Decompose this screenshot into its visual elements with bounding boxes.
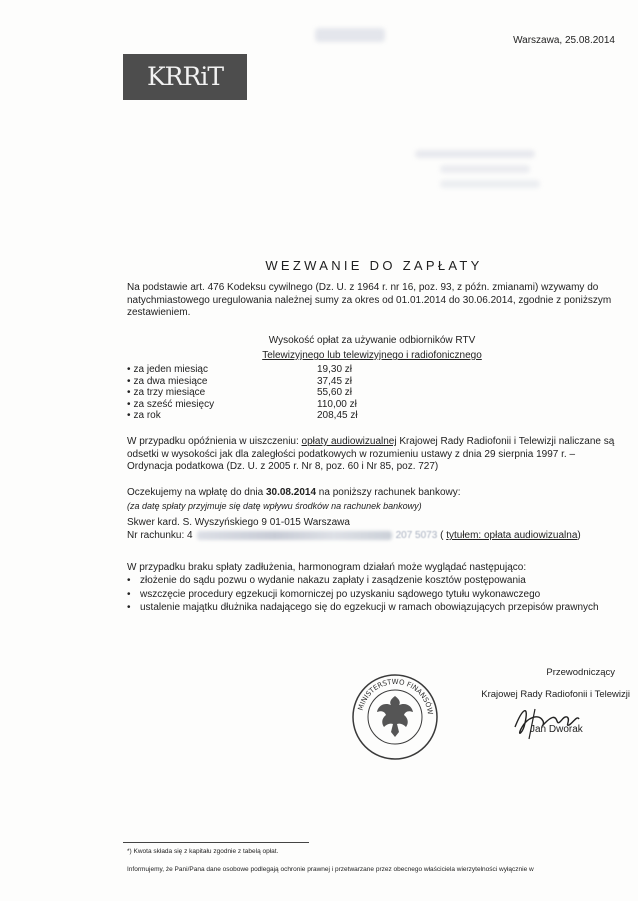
schedule-item: • wszczęcie procedury egzekucji komorniczej po uzyskaniu sądowego tytułu wykonawczego (127, 588, 541, 600)
privacy-notice: Informujemy, że Pani/Pana dane osobowe podlegają ochronie prawnej i przetwarzane przez obecnego właściciela wierzytelności wyłącznie w (127, 866, 534, 873)
interest-paragraph: W przypadku opóźnienia w uiszczeniu: opłaty audiowizualnej Krajowej Rady Radiofonii i Telewizji naliczane są odsetki w wysokości jak dla zaległości podatkowych w rozumieniu ustawy z dnia 29 sierpnia 1997 r. – Ordynacja podatkowa (Dz. U. z 2005 r. Nr 8, poz. 60 i Nr 85, poz. 727) (127, 436, 615, 472)
signature-block (460, 667, 630, 735)
fee-amount: 55,60 zł (317, 387, 353, 398)
schedule-intro: W przypadku braku spłaty zadłużenia, harmonogram działań może wyglądać następująco: (127, 562, 527, 573)
footnote-divider (123, 842, 309, 843)
bank-address: Skwer kard. S. Wyszyńskiego 9 01-015 Warszawa (127, 517, 350, 528)
fee-label: za trzy miesiące (133, 387, 206, 398)
fees-heading: Wysokość opłat za używanie odbiorników RTV (268, 335, 476, 346)
fee-label: za dwa miesiące (133, 375, 208, 387)
footnote: *) Kwota składa się z kapitału zgodnie z tabelą opłat. (127, 848, 279, 855)
fee-list (127, 364, 387, 422)
scan-smudge-address-2 (440, 165, 530, 173)
account-number-end: 207 5073 (395, 530, 438, 541)
audiovisual-fee-link[interactable]: opłaty audiowizualnej (301, 436, 397, 447)
account-number-redacted (197, 531, 392, 540)
bullet-icon: • (127, 575, 131, 586)
bullet-icon: • (127, 398, 131, 410)
fee-row (127, 399, 387, 411)
fee-row (127, 376, 387, 388)
payment-intro: Oczekujemy na wpłatę do dnia 30.08.2014 na poniższy rachunek bankowy: (127, 487, 461, 498)
payment-note: (za datę spłaty przyjmuje się datę wpływu środków na rachunek bankowy) (127, 501, 422, 511)
fee-amount: 19,30 zł (317, 364, 353, 375)
fee-row (127, 364, 387, 376)
fee-label: za jeden miesiąc (133, 364, 208, 375)
scan-smudge-address-1 (415, 150, 535, 158)
fee-row (127, 410, 387, 422)
account-row: Nr rachunku: 4 207 5073 ( tytułem: opłata audiowizualna) (127, 530, 581, 541)
official-stamp-icon (350, 672, 440, 762)
bullet-icon: • (127, 364, 131, 375)
bullet-icon: • (127, 602, 131, 613)
due-date: 30.08.2014 (265, 487, 317, 498)
schedule-item: • ustalenie majątku dłużnika nadającego się do egzekucji w ramach obowiązujących przepisów prawnych (127, 602, 599, 613)
signatory-name: Jan Dworak (530, 724, 583, 735)
page-title: WEZWANIE DO ZAPŁATY (265, 258, 483, 273)
schedule-list (127, 575, 617, 616)
fee-row (127, 387, 387, 399)
account-label: Nr rachunku: (127, 530, 185, 541)
bullet-icon: • (127, 410, 131, 421)
fees-subheading: Telewizyjnego lub telewizyjnego i radiofonicznego (262, 350, 482, 361)
fee-amount: 110,00 zł (317, 398, 357, 410)
fee-amount: 37,45 zł (317, 375, 353, 387)
stamp-text: MINISTERSTWO FINANSÓW (356, 677, 435, 716)
scan-smudge-top (315, 28, 385, 42)
account-number-start: 4 (187, 530, 193, 541)
bullet-icon: • (127, 375, 131, 387)
transfer-title: tytułem: opłata audiowizualna (446, 530, 578, 541)
schedule-item: • złożenie do sądu pozwu o wydanie nakazu zapłaty i zasądzenie kosztów postępowania (127, 575, 526, 586)
krrit-logo: KRRiT (123, 54, 247, 100)
intro-paragraph: Na podstawie art. 476 Kodeksu cywilnego (Dz. U. z 1964 r. nr 16, poz. 93, z późn. zmianami) wzywamy do natychmiastowego uregulowania należnej sumy za okres od 01.01.2014 do 30.06.2014, zgodnie z poniższym zestawieniem. (127, 282, 612, 318)
fee-label: za sześć miesięcy (133, 398, 215, 410)
fee-amount: 208,45 zł (317, 410, 358, 421)
scan-smudge-address-3 (440, 180, 540, 188)
fee-label: za rok (133, 410, 161, 421)
document-date: Warszawa, 25.08.2014 (513, 35, 615, 46)
bullet-icon: • (127, 387, 131, 398)
signatory-organization: Krajowej Rady Radiofonii i Telewizji (481, 688, 630, 700)
signatory-role: Przewodniczący (546, 667, 615, 678)
bullet-icon: • (127, 588, 131, 600)
